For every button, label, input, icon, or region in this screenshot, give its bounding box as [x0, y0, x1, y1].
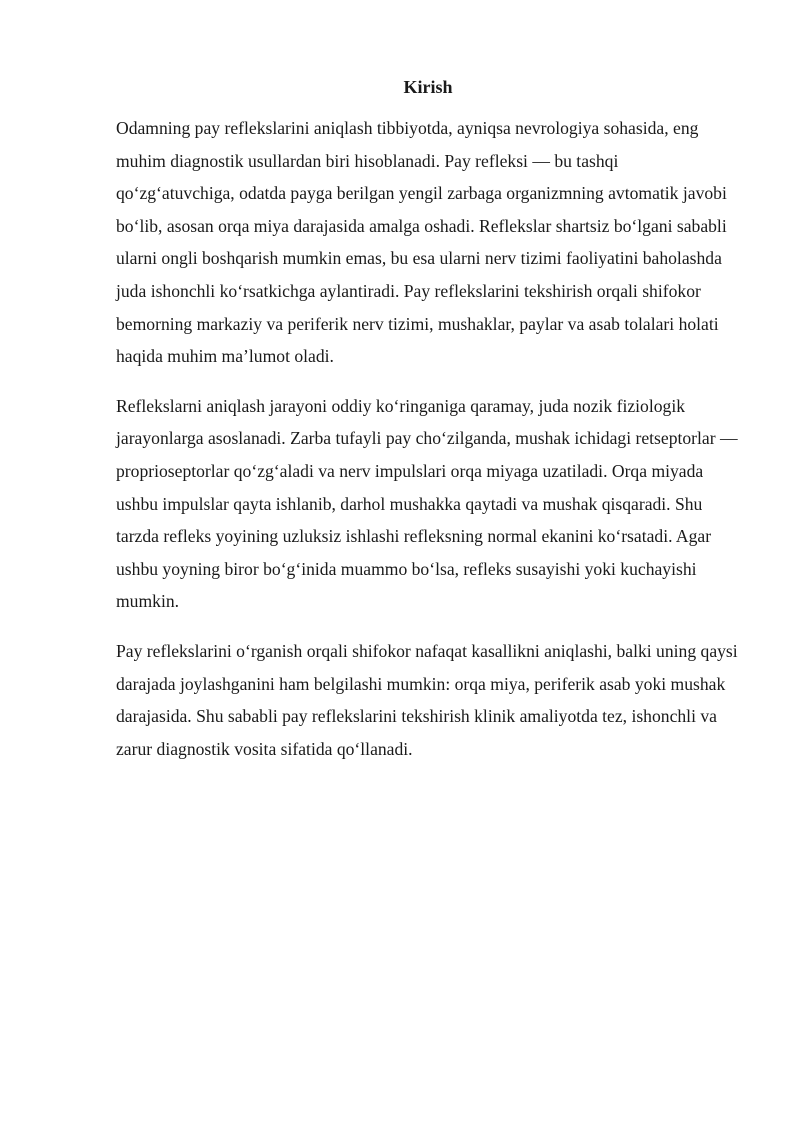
page-title: Kirish	[403, 77, 453, 97]
paragraph-1: Odamning pay reflekslarini aniqlash tibbiyotda, ayniqsa nevrologiya sohasida, eng muhim diagnostik usullardan biri hisoblanadi. Pay refleksi — bu tashqi qo‘zg‘atuvchiga, odatda payga berilgan yengil zarbaga organizmning avtomatik javobi bo‘lib, asosan orqa miya darajasida amalga oshadi. Reflekslar shartsiz bo‘lgani sababli ularni ongli boshqarish mumkin emas, bu esa ularni nerv tizimi faoliyatini baholashda juda ishonchli ko‘rsatkichga aylantiradi. Pay reflekslarini tekshirish orqali shifokor bemorning markaziy va periferik nerv tizimi, mushaklar, paylar va asab tolalari holati haqida muhim ma’lumot oladi.	[116, 118, 727, 367]
paragraph-2: Reflekslarni aniqlash jarayoni oddiy ko‘ringaniga qaramay, juda nozik fiziologik jarayonlarga asoslanadi. Zarba tufayli pay cho‘zilganda, mushak ichidagi retseptorlar — proprioseptorlar qo‘zg‘aladi va nerv impulslari orqa miyaga uzatiladi. Orqa miyada ushbu impulslar qayta ishlanib, darhol mushakka qaytadi va mushak qisqaradi. Shu tarzda refleks yoyining uzluksiz ishlashi refleksning normal ekanini ko‘rsatadi. Agar ushbu yoyning biror bo‘g‘inida muammo bo‘lsa, refleks susayishi yoki kuchayishi mumkin.	[116, 395, 738, 612]
paragraph-3: Pay reflekslarini o‘rganish orqali shifokor nafaqat kasallikni aniqlashi, balki uning qaysi darajada joylashganini ham belgilashi mumkin: orqa miya, periferik asab yoki mushak darajasida. Shu sababli pay reflekslarini tekshirish klinik amaliyotda tez, ishonchli va zarur diagnostik vosita sifatida qo‘llanadi.	[116, 640, 738, 759]
